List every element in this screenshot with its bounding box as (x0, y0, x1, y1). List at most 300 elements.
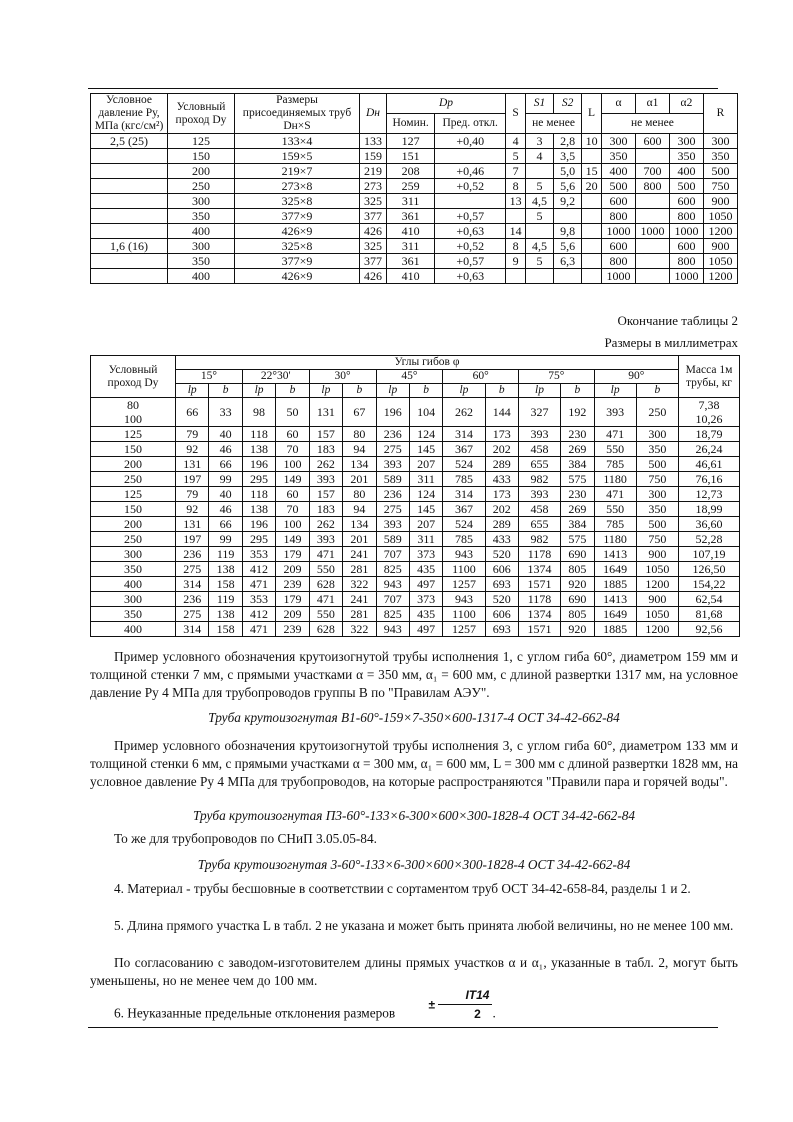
table-cell: 400 (168, 269, 235, 284)
table-cell: 196 (376, 398, 409, 427)
table-cell: 805 (561, 562, 594, 577)
table-cell: 81,68 (679, 607, 740, 622)
note-5: 5. Длина прямого участка L в табл. 2 не указана и может быть принята любой величины, но не менее 100 мм. (114, 918, 734, 933)
table-cell: 275 (376, 502, 409, 517)
table-cell: 426 (360, 224, 387, 239)
table-cell: 196 (242, 517, 275, 532)
table-cell: 269 (561, 502, 594, 517)
table-cell: 18,99 (679, 502, 740, 517)
table-cell (582, 224, 602, 239)
table-cell: 350 (703, 149, 737, 164)
table-cell (91, 269, 168, 284)
table-cell: 241 (343, 547, 376, 562)
table-cell: 500 (703, 164, 737, 179)
table-cell: 785 (443, 472, 485, 487)
designation-1: Труба крутоизогнутая В1-60°-159×7-350×600-1317-4 ОСТ 34-42-662-84 (208, 710, 620, 725)
table-cell: 107,19 (679, 547, 740, 562)
table-row (91, 487, 740, 502)
table-row (91, 427, 740, 442)
table-cell: 197 (176, 472, 209, 487)
lp-header: lp (176, 384, 209, 398)
table-cell: 353 (242, 547, 275, 562)
table-cell: 500 (669, 179, 703, 194)
table-cell (582, 269, 602, 284)
table-cell (554, 209, 582, 224)
table-cell: 350 (636, 442, 678, 457)
table-cell (582, 209, 602, 224)
table-cell (91, 179, 168, 194)
table-cell: 4 (506, 134, 526, 149)
table-cell (91, 164, 168, 179)
table-cell: 100 (276, 457, 309, 472)
table-cell: 99 (209, 472, 242, 487)
table-cell: 209 (276, 562, 309, 577)
table-cell: 66 (176, 398, 209, 427)
bend-dimensions-table (90, 355, 740, 637)
lp-header: lp (518, 384, 560, 398)
designation-2: Труба крутоизогнутая П3-60°-133×6-300×600×300-1828-4 ОСТ 34-42-662-84 (192, 808, 636, 823)
table-cell: 20 (582, 179, 602, 194)
table-cell: 1200 (703, 224, 737, 239)
table-cell: 7 (506, 164, 526, 179)
table-cell: 550 (594, 502, 636, 517)
table-cell: 500 (636, 517, 678, 532)
table-cell: 410 (386, 224, 434, 239)
table-cell: 943 (443, 592, 485, 607)
table-cell: 60 (276, 487, 309, 502)
table-cell: 239 (276, 622, 309, 637)
table-cell: +0,57 (435, 254, 506, 269)
table-cell: 66 (209, 457, 242, 472)
table-cell: 800 (669, 254, 703, 269)
table-cell: 104 (409, 398, 442, 427)
table-row (91, 622, 740, 637)
table-cell: 361 (386, 254, 434, 269)
table-cell: 350 (168, 254, 235, 269)
table-cell: 201 (343, 532, 376, 547)
table-cell: 66 (209, 517, 242, 532)
table-cell: 300 (669, 134, 703, 149)
table-cell (91, 194, 168, 209)
table-cell: 149 (276, 532, 309, 547)
table-cell: 1050 (703, 254, 737, 269)
not-less-label-2: не менее (602, 114, 704, 134)
table-cell: 133 (360, 134, 387, 149)
table-cell: 471 (309, 547, 342, 562)
table-cell: 412 (242, 562, 275, 577)
table-cell: 125 (91, 427, 176, 442)
table-cell: 325×8 (235, 194, 360, 209)
table-cell: 471 (594, 487, 636, 502)
table-cell: 524 (443, 457, 485, 472)
col-sizes: Размеры присоединяемых труб Dн×S (235, 94, 360, 134)
table-cell: 400 (91, 622, 176, 637)
table-cell: 412 (242, 607, 275, 622)
table-cell (582, 194, 602, 209)
table-cell: 118 (242, 487, 275, 502)
table-cell: 377 (360, 209, 387, 224)
pipe-sizes-table (90, 93, 738, 284)
table-cell: 157 (309, 427, 342, 442)
table-cell: 179 (276, 547, 309, 562)
table-cell: 230 (561, 427, 594, 442)
lp-header: lp (242, 384, 275, 398)
table-cell: 377×9 (235, 209, 360, 224)
table-cell: 219 (360, 164, 387, 179)
table-cell: 575 (561, 472, 594, 487)
table-cell: 1000 (669, 224, 703, 239)
table-cell: 367 (443, 442, 485, 457)
table-cell: 1178 (518, 592, 560, 607)
table-cell: 98 (242, 398, 275, 427)
table-cell: 5 (526, 179, 554, 194)
table-cell: 690 (561, 592, 594, 607)
table-row (91, 502, 740, 517)
angle-header: 45° (376, 370, 443, 384)
table-cell: 262 (443, 398, 485, 427)
table-cell: 350 (91, 607, 176, 622)
table-cell: 230 (561, 487, 594, 502)
table-cell: 196 (242, 457, 275, 472)
table-cell: 131 (309, 398, 342, 427)
table-cell: 200 (91, 517, 176, 532)
table-cell: 377×9 (235, 254, 360, 269)
table-cell: 1180 (594, 532, 636, 547)
table-cell: 150 (91, 502, 176, 517)
table-cell: 18,79 (679, 427, 740, 442)
table-cell: 1000 (602, 224, 636, 239)
table-cell: 138 (242, 502, 275, 517)
table-cell (91, 149, 168, 164)
table-cell (582, 239, 602, 254)
table-cell: 311 (409, 532, 442, 547)
table-cell: 314 (176, 622, 209, 637)
table-cell (506, 269, 526, 284)
table-cell: 70 (276, 502, 309, 517)
col-dn: Dн (360, 94, 387, 134)
table-row (91, 398, 740, 427)
table-cell: 825 (376, 562, 409, 577)
table-cell: 377 (360, 254, 387, 269)
b-header: b (485, 384, 518, 398)
col-dev: Пред. откл. (435, 114, 506, 134)
table-cell: 785 (594, 517, 636, 532)
table-cell: 373 (409, 592, 442, 607)
table-cell: 322 (343, 577, 376, 592)
table-cell: 500 (602, 179, 636, 194)
col-mass: Масса 1м трубы, кг (679, 356, 740, 398)
table-cell: 15 (582, 164, 602, 179)
designation-3: Труба крутоизогнутая 3-60°-133×6-300×600×300-1828-4 ОСТ 34-42-662-84 (197, 857, 631, 872)
table-cell: 3 (526, 134, 554, 149)
table-cell (91, 254, 168, 269)
snip-text: То же для трубопроводов по СНиП 3.05.05-84. (114, 831, 377, 846)
table-cell: 158 (209, 622, 242, 637)
table-cell: 92 (176, 502, 209, 517)
table-cell: 119 (209, 547, 242, 562)
b-header: b (209, 384, 242, 398)
table-cell: 350 (669, 149, 703, 164)
table-cell: 200 (91, 457, 176, 472)
table-cell: 8 (506, 179, 526, 194)
table-cell: 1257 (443, 622, 485, 637)
table-cell: 79 (176, 427, 209, 442)
b-header: b (276, 384, 309, 398)
table-cell: +0,52 (435, 179, 506, 194)
col-s1: S1 (526, 94, 554, 114)
col-pressure: Условное давление Pу, МПа (кгс/см²) (91, 94, 168, 134)
b-header: b (561, 384, 594, 398)
table-row (91, 209, 738, 224)
table-cell: 52,28 (679, 532, 740, 547)
table-cell: 1885 (594, 622, 636, 637)
table-cell: 46,61 (679, 457, 740, 472)
table-cell: 275 (376, 442, 409, 457)
table-cell (506, 209, 526, 224)
table-cell: 393 (376, 517, 409, 532)
table-cell: 393 (309, 472, 342, 487)
table-cell: 33 (209, 398, 242, 427)
table-cell (435, 194, 506, 209)
table-cell: 209 (276, 607, 309, 622)
table-cell: 5 (526, 254, 554, 269)
table-cell: 157 (309, 487, 342, 502)
lp-header: lp (594, 384, 636, 398)
table-cell: 202 (485, 442, 518, 457)
col-a: α (602, 94, 636, 114)
table-cell: 825 (376, 607, 409, 622)
units-caption: Размеры в миллиметрах (604, 335, 738, 350)
table-cell: 236 (376, 487, 409, 502)
table-cell: 173 (485, 487, 518, 502)
table-cell: 350 (91, 562, 176, 577)
col-r: R (703, 94, 737, 134)
table-cell: 295 (242, 532, 275, 547)
table-cell: 1374 (518, 562, 560, 577)
table-cell: 750 (703, 179, 737, 194)
table-cell: 40 (209, 427, 242, 442)
table-cell: 433 (485, 472, 518, 487)
table-cell: 500 (636, 457, 678, 472)
table-cell: 314 (176, 577, 209, 592)
table-cell: 600 (669, 194, 703, 209)
table-cell (635, 254, 669, 269)
table-cell: 262 (309, 517, 342, 532)
table-cell: 150 (91, 442, 176, 457)
table-cell (91, 209, 168, 224)
table-cell: 785 (443, 532, 485, 547)
table-cell (526, 164, 554, 179)
table-cell: 40 (209, 487, 242, 502)
table-cell: 606 (485, 607, 518, 622)
angle-header: 60° (443, 370, 519, 384)
not-less-label: не менее (526, 114, 582, 134)
table-cell: 275 (176, 607, 209, 622)
table-cell: 426×9 (235, 224, 360, 239)
col-a2: α2 (669, 94, 703, 114)
table-cell: 606 (485, 562, 518, 577)
table-cell: 145 (409, 502, 442, 517)
example-1-text: Пример условного обозначения крутоизогнутой трубы исполнения 1, с углом гиба 60°, диаметром 159 мм и толщиной стенки 7 мм, с прямыми участками α = 350 мм, α₁ = 600 мм, с длиной развертки 1317 мм, на условное давление Pу 4 МПа для трубопроводов группы В по "Правилам АЭУ". (90, 649, 738, 700)
table-cell: 750 (636, 472, 678, 487)
table-cell: 550 (309, 562, 342, 577)
table-cell (91, 224, 168, 239)
table-cell: 1200 (703, 269, 737, 284)
plus-minus: ± (428, 997, 436, 1012)
table-cell (635, 269, 669, 284)
b-header: b (409, 384, 442, 398)
table-cell: 9,2 (554, 194, 582, 209)
table-cell: +0,57 (435, 209, 506, 224)
table-cell: 900 (703, 194, 737, 209)
fraction-denominator: 2 (474, 1007, 481, 1021)
table-cell: 124 (409, 487, 442, 502)
table-cell: 14 (506, 224, 526, 239)
tolerance-fraction (405, 986, 493, 1023)
table-cell: 241 (343, 592, 376, 607)
table-cell: 314 (443, 487, 485, 502)
table-cell: 1571 (518, 577, 560, 592)
table-row (91, 532, 740, 547)
table-cell: 900 (636, 592, 678, 607)
table-cell: +0,40 (435, 134, 506, 149)
table-cell: 183 (309, 442, 342, 457)
table-cell: 361 (386, 209, 434, 224)
table-cell: 149 (276, 472, 309, 487)
table-cell: 8 (506, 239, 526, 254)
table-cell: 982 (518, 532, 560, 547)
table-cell: 373 (409, 547, 442, 562)
col-dy: Условный проход Dу (91, 356, 176, 398)
table-cell: 520 (485, 547, 518, 562)
table-cell: 435 (409, 562, 442, 577)
table-cell: 1649 (594, 562, 636, 577)
table-cell: 367 (443, 502, 485, 517)
note-6: 6. Неуказанные предельные отклонения размеров ± $\frac{IT14}{2}$ . (114, 988, 496, 1021)
table-cell: 134 (343, 517, 376, 532)
table-continuation-caption: Окончание таблицы 2 (617, 313, 738, 328)
table-cell (526, 269, 554, 284)
table-cell: 127 (386, 134, 434, 149)
table-cell: 693 (485, 577, 518, 592)
table-cell: 46 (209, 442, 242, 457)
table-cell: 300 (168, 194, 235, 209)
table-cell: 400 (168, 224, 235, 239)
table-cell: 131 (176, 457, 209, 472)
table-cell: 124 (409, 427, 442, 442)
table-cell: 46 (209, 502, 242, 517)
table-cell: 350 (168, 209, 235, 224)
table-cell: 5 (506, 149, 526, 164)
table-cell: 435 (409, 607, 442, 622)
table-cell: 100 (276, 517, 309, 532)
table-cell: 3,5 (554, 149, 582, 164)
table-cell: 80 (343, 487, 376, 502)
table-row (91, 517, 740, 532)
table-cell: 393 (518, 487, 560, 502)
table-cell: 353 (242, 592, 275, 607)
table-cell: 7,38 10,26 (679, 398, 740, 427)
table-cell: 4,5 (526, 239, 554, 254)
table-cell: 1050 (703, 209, 737, 224)
table-cell: 151 (386, 149, 434, 164)
table-row (91, 269, 738, 284)
top-rule (88, 88, 718, 89)
table-cell (635, 209, 669, 224)
table-cell: 76,16 (679, 472, 740, 487)
table-cell: 239 (276, 577, 309, 592)
col-dp: Dр (386, 94, 505, 114)
table-cell: 273×8 (235, 179, 360, 194)
table-cell (435, 149, 506, 164)
table-cell: 300 (636, 427, 678, 442)
table-cell: 94 (343, 442, 376, 457)
table-cell: 4 (526, 149, 554, 164)
table-cell: 138 (242, 442, 275, 457)
table-cell: 208 (386, 164, 434, 179)
angle-header: 90° (594, 370, 678, 384)
table-cell: 327 (518, 398, 560, 427)
b-header: b (636, 384, 678, 398)
table-cell: 1,6 (16) (91, 239, 168, 254)
table-cell: 183 (309, 502, 342, 517)
table-cell: 289 (485, 517, 518, 532)
table-cell: 154,22 (679, 577, 740, 592)
b-header: b (343, 384, 376, 398)
table-cell: 201 (343, 472, 376, 487)
table-row (91, 547, 740, 562)
table-cell: 393 (594, 398, 636, 427)
table-cell: 133×4 (235, 134, 360, 149)
table-cell: 1100 (443, 607, 485, 622)
table-cell: 300 (703, 134, 737, 149)
table-cell: 200 (168, 164, 235, 179)
table-cell: 311 (409, 472, 442, 487)
table-cell: 150 (168, 149, 235, 164)
table-cell: 250 (168, 179, 235, 194)
table-cell: 281 (343, 562, 376, 577)
table-cell: 159 (360, 149, 387, 164)
table-cell: 1100 (443, 562, 485, 577)
table-cell: 400 (91, 577, 176, 592)
table-cell: 262 (309, 457, 342, 472)
table-cell: 1178 (518, 547, 560, 562)
table-cell: 575 (561, 532, 594, 547)
table-cell: 805 (561, 607, 594, 622)
lp-header: lp (443, 384, 485, 398)
table-cell: +0,63 (435, 224, 506, 239)
table-cell: 1885 (594, 577, 636, 592)
table-cell: +0,46 (435, 164, 506, 179)
table-cell: 289 (485, 457, 518, 472)
table-cell: 1180 (594, 472, 636, 487)
table-row (91, 194, 738, 209)
table-cell: 80 100 (91, 398, 176, 427)
table-cell: 524 (443, 517, 485, 532)
table-row (91, 224, 738, 239)
col-s: S (506, 94, 526, 134)
table-cell: 750 (636, 532, 678, 547)
table-cell: 158 (209, 577, 242, 592)
table-cell: 325 (360, 239, 387, 254)
table-cell: 426×9 (235, 269, 360, 284)
table-cell: 5,0 (554, 164, 582, 179)
table-cell: 800 (602, 254, 636, 269)
table-cell: 393 (518, 427, 560, 442)
table-cell: 325×8 (235, 239, 360, 254)
table-cell: 690 (561, 547, 594, 562)
table-cell: 2,8 (554, 134, 582, 149)
